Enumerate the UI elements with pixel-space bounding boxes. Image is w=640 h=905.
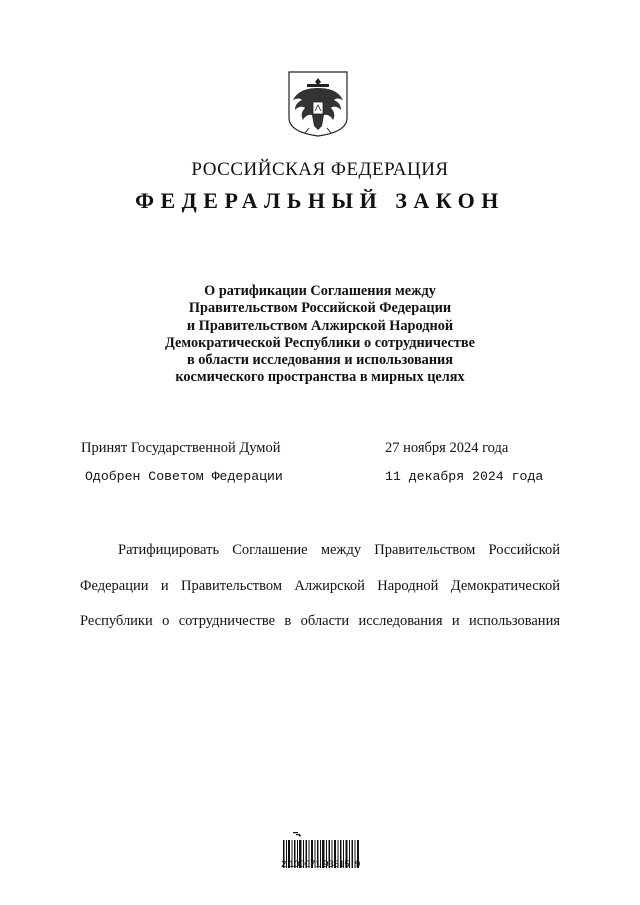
barcode-number: 2 100071 93615 9: [281, 859, 361, 870]
council-approval-date: 11 декабря 2024 года: [385, 469, 544, 484]
duma-adoption-date: 27 ноября 2024 года: [385, 440, 509, 456]
coat-of-arms-emblem: [287, 70, 349, 138]
law-title-line: Демократической Республики о сотрудничестве: [165, 334, 475, 351]
barcode: [283, 821, 361, 881]
council-approval-label: Одобрен Советом Федерации: [85, 469, 283, 484]
duma-adoption-label: Принят Государственной Думой: [81, 440, 281, 456]
body-text-line: Республики о сотрудничестве в области исследования и использования: [80, 613, 560, 629]
law-title-line: и Правительством Алжирской Народной: [186, 317, 454, 334]
country-name: РОССИЙСКАЯ ФЕДЕРАЦИЯ: [191, 159, 449, 180]
body-text-line: Федерации и Правительством Алжирской Народной Демократической: [80, 578, 560, 594]
body-text-line: Ратифицировать Соглашение между Правительством Российской: [118, 542, 560, 558]
law-title: [120, 283, 520, 387]
document-type-heading: ФЕДЕРАЛЬНЫЙ ЗАКОН: [135, 188, 505, 213]
law-title-line: Правительством Российской Федерации: [188, 300, 452, 317]
law-title-line: О ратификации Соглашения между: [204, 283, 436, 299]
law-title-line: в области исследования и использования: [186, 352, 454, 369]
law-title-line: космического пространства в мирных целях: [175, 369, 465, 386]
